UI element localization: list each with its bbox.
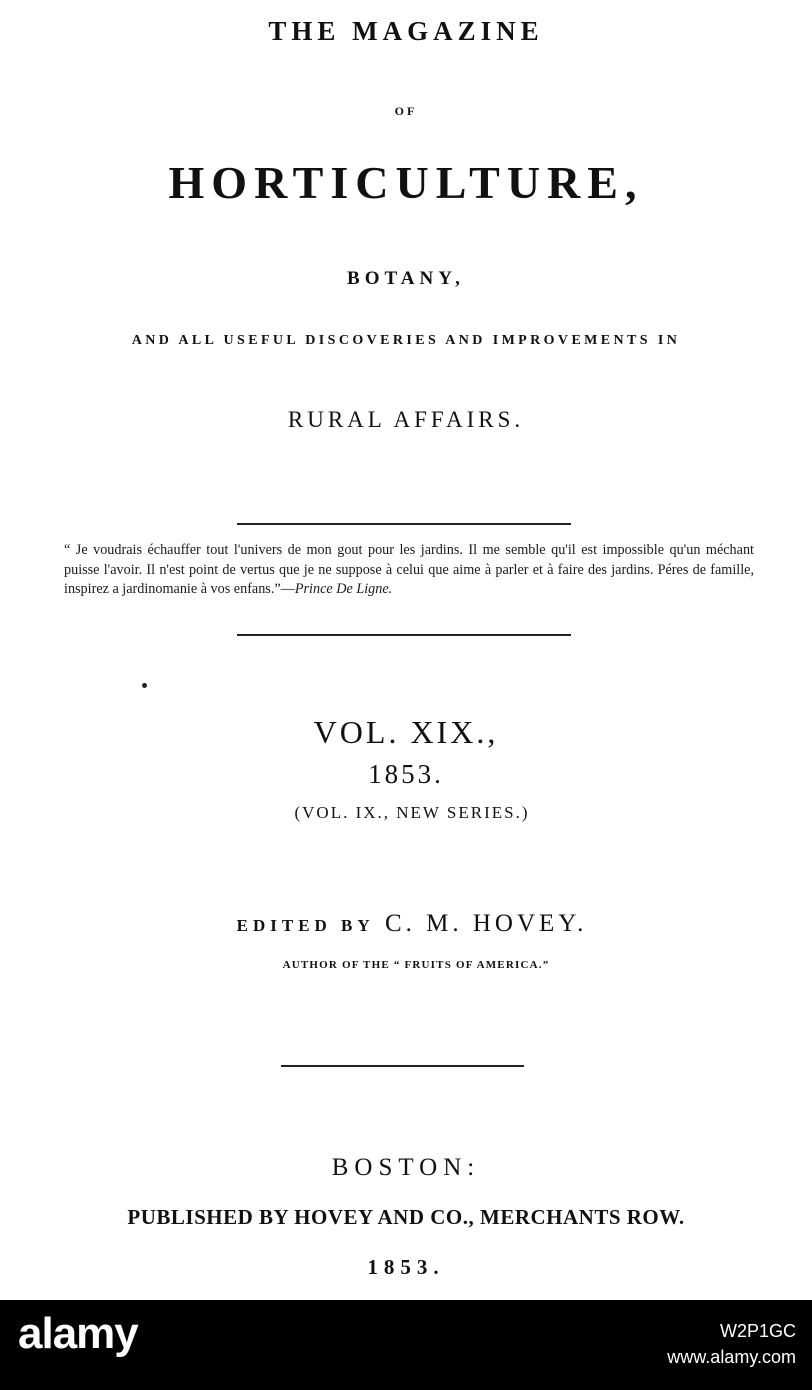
divider-rule-middle (237, 634, 571, 636)
editor-prefix: EDITED BY (236, 916, 375, 935)
publication-city: BOSTON: (331, 1154, 481, 1181)
editor-name: C. M. HOVEY. (384, 910, 588, 937)
editor-line (0, 911, 812, 936)
publisher-line: PUBLISHED BY HOVEY AND CO., MERCHANTS ROW. (127, 1205, 685, 1229)
author-note: AUTHOR OF THE “ FRUITS OF AMERICA.” (282, 959, 550, 971)
site-url: www.alamy.com (667, 1347, 796, 1367)
brand-logo: alamy (18, 1309, 138, 1358)
epigraph (64, 541, 754, 600)
main-title: HORTICULTURE, (168, 157, 644, 208)
botany-line: BOTANY, (347, 268, 465, 289)
series-note: (VOL. IX., NEW SERIES.) (294, 803, 530, 822)
ink-speck (142, 683, 147, 688)
volume-number: VOL. XIX., (313, 714, 499, 750)
rural-affairs-line: RURAL AFFAIRS. (287, 407, 525, 432)
divider-rule-top (237, 523, 571, 525)
divider-rule-bottom (281, 1065, 524, 1067)
stock-footer-bar (0, 1300, 812, 1390)
image-id: W2P1GC (719, 1321, 796, 1341)
volume-year: 1853. (368, 759, 444, 789)
subtitle-line: AND ALL USEFUL DISCOVERIES AND IMPROVEMENTS IN (131, 333, 681, 348)
magazine-title: THE MAGAZINE (268, 16, 544, 46)
of-line: OF (394, 104, 418, 118)
epigraph-text: “ Je voudrais échauffer tout l'univers de mon gout pour les jardins. Il me semble qu'il est impossible qu'un méchant puisse l'avoir. Il n'est point de vertus que je ne suppose à celui que aime à parler et à faire des jardins. Péres de famille, inspirez a jardinomanie à vos enfans.”— (64, 542, 754, 597)
epigraph-attribution: Prince De Ligne. (294, 581, 393, 597)
publication-year: 1853. (367, 1255, 445, 1279)
